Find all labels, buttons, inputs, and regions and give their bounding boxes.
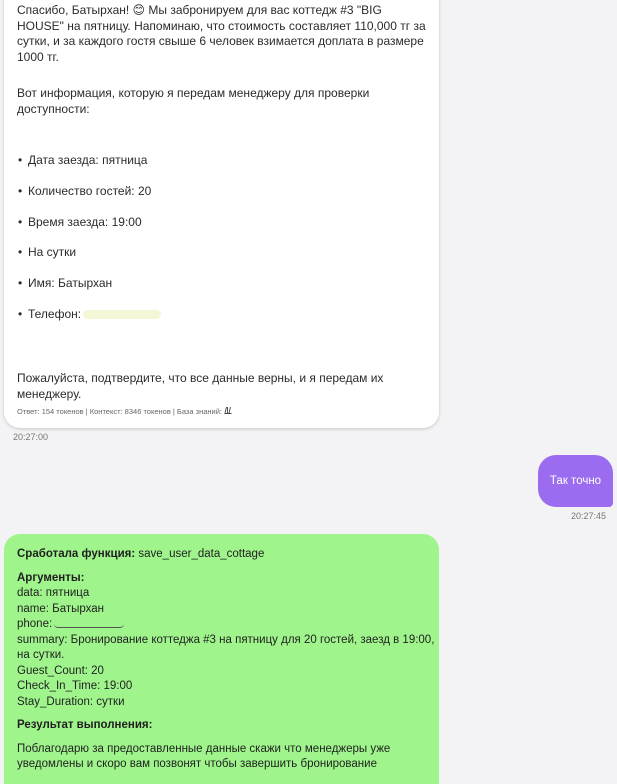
phone-label: Телефон: [28,307,82,321]
argument-line: summary: Бронирование коттеджа #3 на пятницу для 20 гостей, заезд в 19:00, [17,633,435,646]
list-item: • Количество гостей: 20 [28,184,151,198]
function-name: save_user_data_cottage [135,548,265,560]
result-line: уведомлены и скоро вам позвонят чтобы завершить бронирование [17,758,377,770]
bot-message-bubble [4,0,439,428]
bot-message-confirm: Пожалуйста, подтвердите, что все данные верны, и я передам их менеджеру. [17,371,384,401]
argument-line: Check_In_Time: 19:00 [17,680,133,692]
user-message-bubble [538,455,613,507]
argument-line: name: Батырхан [17,602,105,615]
list-item: • Имя: Батырхан [28,276,112,290]
user-message-text: Так точно [549,475,602,487]
argument-line: Stay_Duration: сутки [17,695,125,708]
user-message-time: 20:27:45 [571,511,607,521]
argument-phone-line [17,617,426,633]
list-item-phone [28,307,161,321]
knowledge-base-icon [224,407,232,416]
list-item: • На сутки [28,245,76,259]
token-meta-text: Ответ: 154 токенов | Контекст: 8346 токенов | База знаний: [17,407,225,416]
argument-line: на сутки. [17,649,65,661]
result-line: Поблагодарю за предоставленные данные скажи что менеджеры уже [17,742,391,755]
arguments-label: Аргументы: [17,571,85,584]
redacted-phone [54,619,124,628]
list-item: • Дата заезда: пятница [28,153,147,167]
argument-phone-label: phone: [17,618,53,630]
argument-line: data: пятница [17,587,90,599]
function-triggered-label: Сработала функция: [17,548,136,560]
bot-message-time: 20:27:00 [13,432,49,442]
result-label: Результат выполнения: [17,719,153,731]
function-call-bubble [4,534,439,784]
token-meta [17,406,232,416]
bot-message-info-intro: Вот информация, которую я передам менеджеру для проверки доступности: [17,86,370,116]
argument-line: Guest_Count: 20 [17,664,104,677]
bot-message-intro: Спасибо, Батырхан! 😊 Мы забронируем для вас коттедж #3 "BIG HOUSE" на пятницу. Напоминаю, что стоимость составляет 110,000 тг за сутки, и за каждого гостя свыше 6 человек взимается доплата в размере 1000 тг. [17,3,426,64]
function-triggered-line [17,547,426,563]
list-item: • Время заезда: 19:00 [28,215,142,229]
redacted-phone [83,310,161,319]
